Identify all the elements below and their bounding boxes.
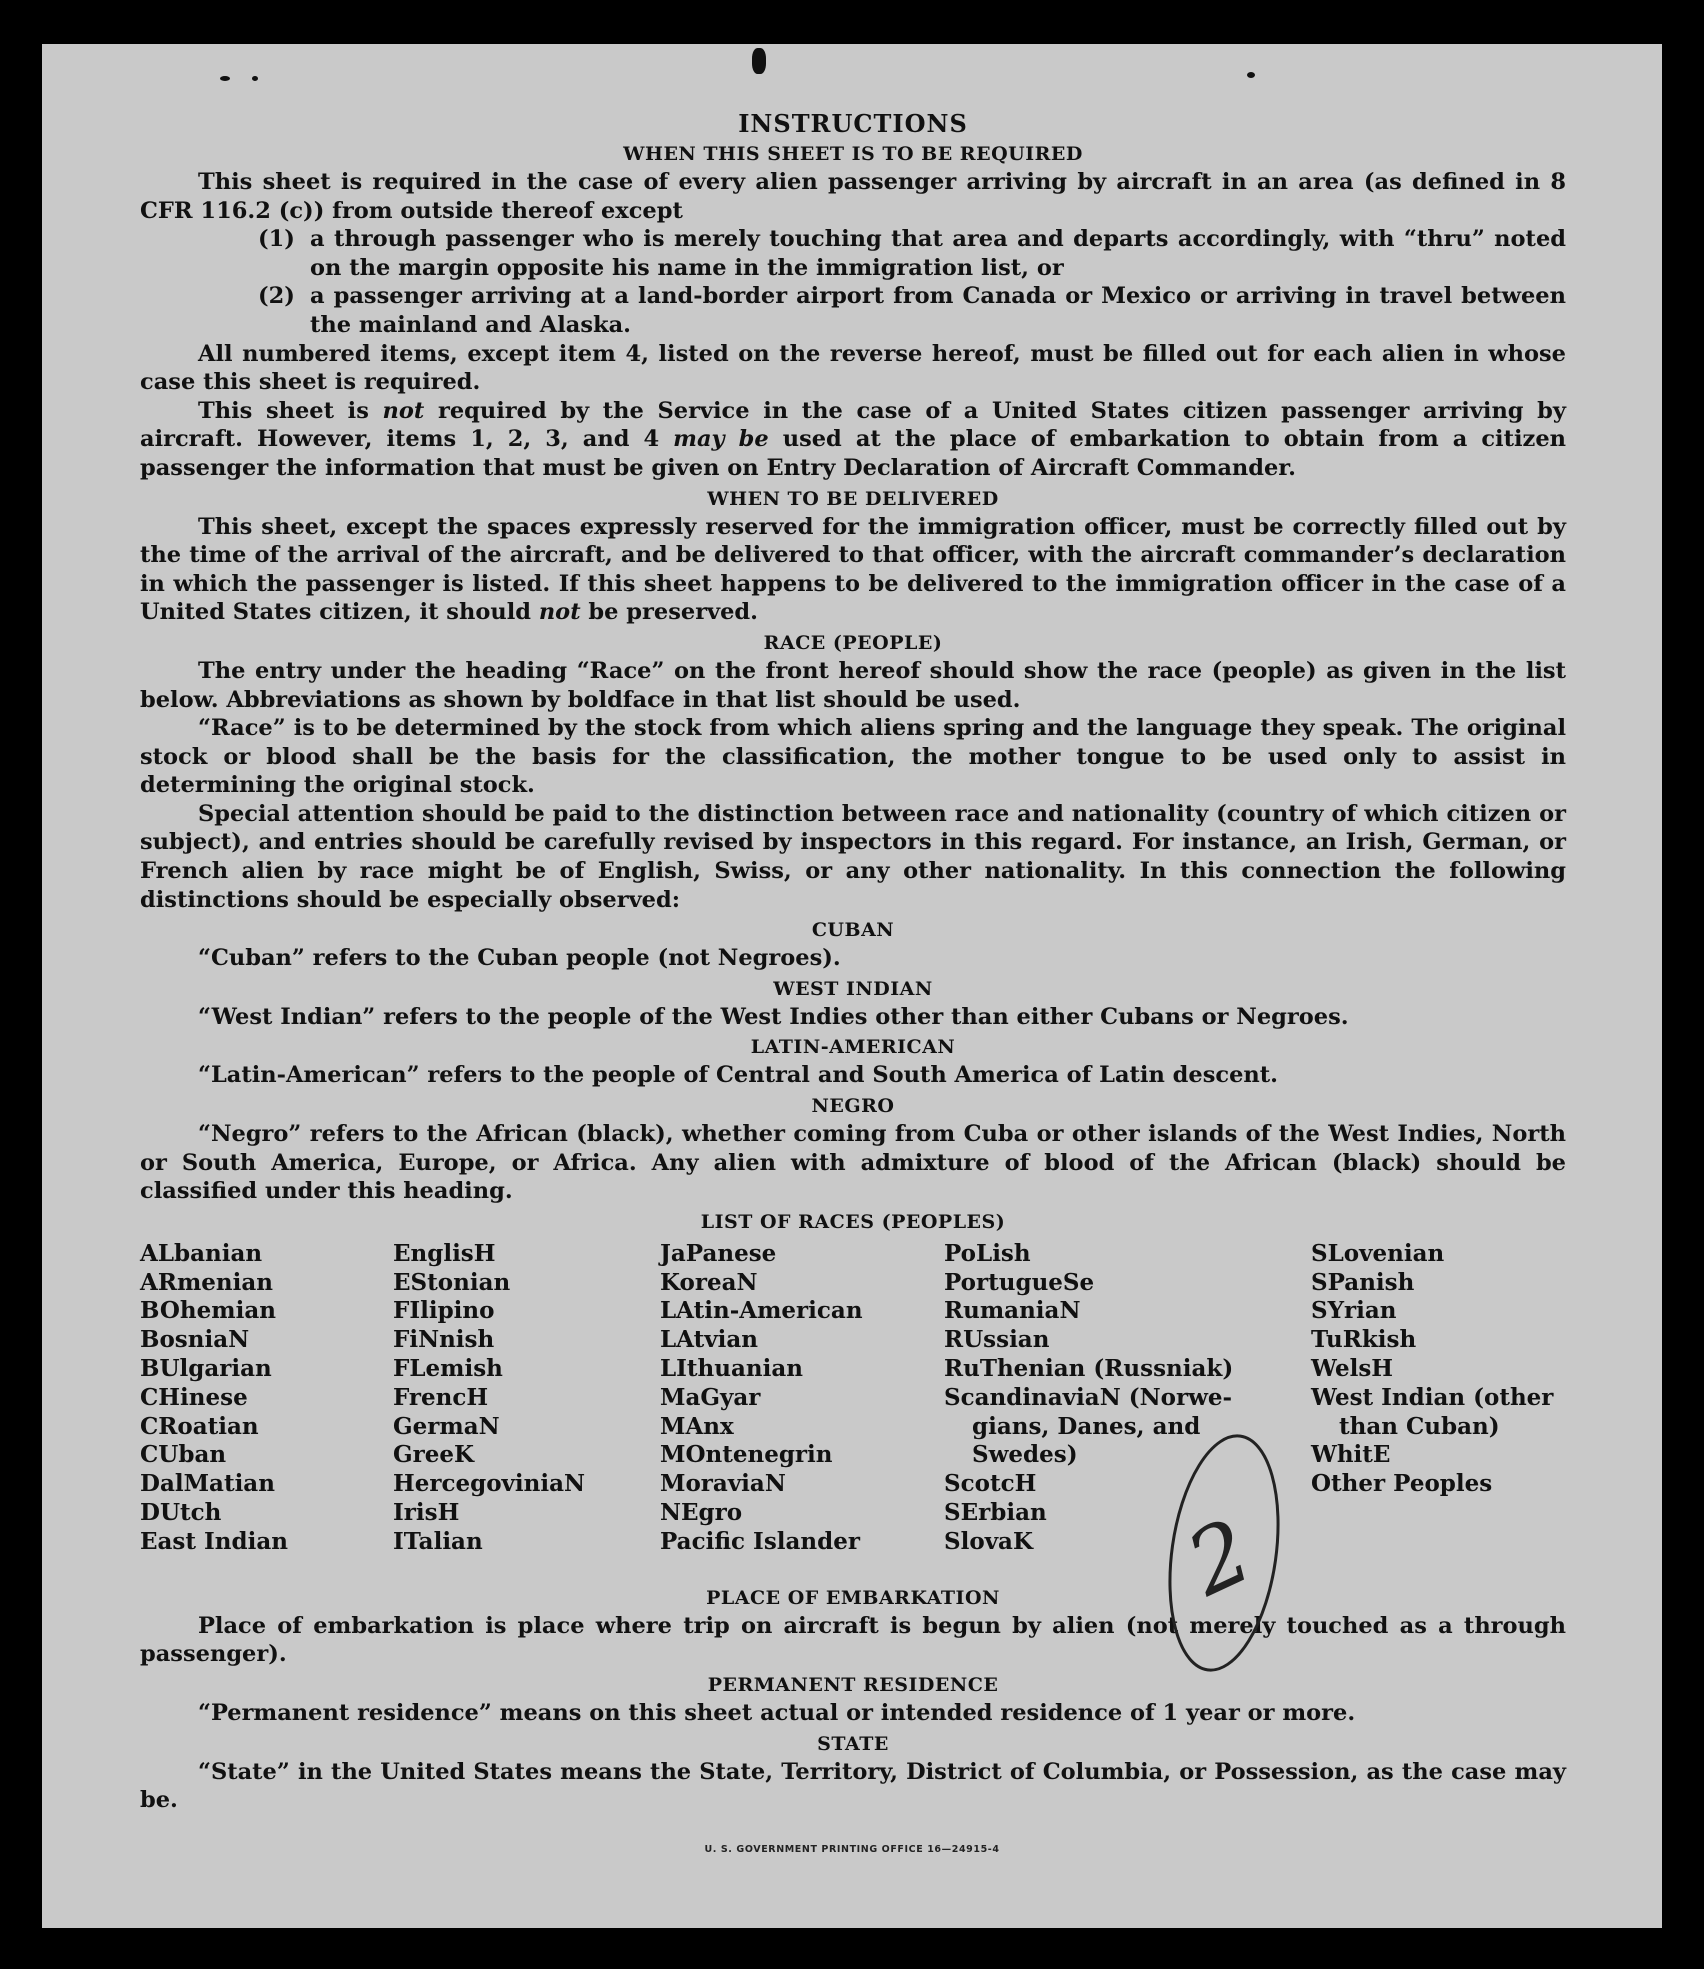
paragraph-required: This sheet is required in the case of every alien passenger arriving by aircraft in an area (as defined in 8 CFR 116.2 (c)) from outside thereof except bbox=[140, 169, 1566, 224]
heading-when-delivered: WHEN TO BE DELIVERED bbox=[707, 487, 999, 510]
heading-embarkation: PLACE OF EMBARKATION bbox=[706, 1586, 1000, 1609]
paragraph-citizen: This sheet is not required by the Service in the case of a United States citizen passenger arriving by aircraft. However, items 1, 2, 3, and 4 may be used at the place of embarkation to obtain from a citizen passenger the information that must be given on Entry Declaration of Aircraft Commander. bbox=[140, 397, 1566, 481]
race-entry: ARmenian bbox=[140, 1268, 274, 1296]
exception-number: (1) bbox=[258, 226, 295, 253]
exception-text: a passenger arriving at a land-border airport from Canada or Mexico or arriving in travel between the mainland and Alaska. bbox=[310, 283, 1566, 338]
race-entry: IrisH bbox=[393, 1498, 460, 1526]
race-column-5 bbox=[1311, 1240, 1553, 1499]
race-entry: SLovenian bbox=[1311, 1239, 1445, 1267]
race-entry: ScotcH bbox=[944, 1470, 1037, 1498]
race-entry: FrencH bbox=[393, 1383, 489, 1411]
race-entry: ITalian bbox=[393, 1527, 483, 1555]
race-entry: SPanish bbox=[1311, 1268, 1415, 1296]
race-entry: West Indian (other bbox=[1311, 1383, 1554, 1411]
ink-speck bbox=[220, 76, 230, 81]
race-entry: BosniaN bbox=[140, 1326, 250, 1354]
race-entry: FIlipino bbox=[393, 1297, 495, 1325]
race-entry: Other Peoples bbox=[1311, 1470, 1493, 1498]
race-entry: MoraviaN bbox=[660, 1470, 786, 1498]
race-entry-continued: gians, Danes, and bbox=[972, 1412, 1201, 1440]
race-column-3 bbox=[660, 1240, 863, 1557]
race-entry: RuThenian (Russniak) bbox=[944, 1355, 1234, 1382]
heading-negro: NEGRO bbox=[811, 1095, 895, 1118]
race-entry: NEgro bbox=[660, 1498, 743, 1526]
race-entry: SlovaK bbox=[944, 1527, 1033, 1555]
race-entry: CHinese bbox=[140, 1383, 248, 1411]
race-entry: PortugueSe bbox=[944, 1268, 1095, 1296]
race-list bbox=[140, 1240, 1566, 1582]
heading-list-of-races: LIST OF RACES (PEOPLES) bbox=[700, 1210, 1006, 1233]
race-entry: LIthuanian bbox=[660, 1355, 803, 1382]
race-entry: MaGyar bbox=[660, 1383, 761, 1411]
paragraph-state: “State” in the United States means the State, Territory, District of Columbia, or Possession, as the case may be. bbox=[140, 1758, 1566, 1814]
race-entry: GreeK bbox=[393, 1441, 475, 1469]
race-entry: TuRkish bbox=[1311, 1326, 1417, 1354]
exception-item bbox=[140, 225, 1566, 282]
paragraph-numbered-items: All numbered items, except item 4, listed on the reverse hereof, must be filled out for each alien in whose case this sheet is required. bbox=[140, 340, 1566, 396]
paragraph-race-nationality: Special attention should be paid to the distinction between race and nationality (country of which citizen or subject), and entries should be carefully revised by inspectors in this regard. For instance, an Irish, German, or French alien by race might be of English, Swiss, or any other nationality. In this connection the following distinctions should be especially observed: bbox=[140, 800, 1566, 913]
heading-permanent-residence: PERMANENT RESIDENCE bbox=[707, 1674, 999, 1696]
heading-west-indian: WEST INDIAN bbox=[773, 977, 933, 1000]
race-column-1 bbox=[140, 1240, 288, 1557]
paragraph-permanent-residence: “Permanent residence” means on this sheet actual or intended residence of 1 year or more. bbox=[198, 1700, 1356, 1726]
race-entry: EStonian bbox=[393, 1268, 511, 1296]
heading-latin-american: LATIN-AMERICAN bbox=[750, 1036, 956, 1059]
paragraph-negro: “Negro” refers to the African (black), whether coming from Cuba or other islands of the West Indies, North or South America, Europe, or Africa. Any alien with admixture of blood of the African (black) should be classified under this heading. bbox=[140, 1121, 1566, 1205]
race-entry: MAnx bbox=[660, 1412, 734, 1440]
heading-state: STATE bbox=[817, 1732, 889, 1755]
race-entry: EnglisH bbox=[393, 1239, 496, 1267]
race-entry: JaPanese bbox=[660, 1239, 777, 1267]
race-entry: SYrian bbox=[1311, 1297, 1397, 1325]
printer-imprint: U. S. GOVERNMENT PRINTING OFFICE 16—24915-4 bbox=[704, 1844, 1000, 1855]
race-entry: WelsH bbox=[1311, 1355, 1394, 1382]
ink-speck bbox=[752, 48, 766, 74]
race-entry: MOntenegrin bbox=[660, 1441, 833, 1469]
instructions-body bbox=[140, 110, 1566, 1815]
exceptions-list bbox=[140, 225, 1566, 339]
race-entry: RumaniaN bbox=[944, 1297, 1081, 1325]
race-entry: SErbian bbox=[944, 1498, 1047, 1526]
ink-speck bbox=[1247, 72, 1255, 78]
race-entry: DalMatian bbox=[140, 1470, 275, 1498]
race-entry: Pacific Islander bbox=[660, 1527, 860, 1555]
paragraph-delivery: This sheet, except the spaces expressly reserved for the immigration officer, must be correctly filled out by the time of the arrival of the aircraft, and be delivered to that officer, with the aircraft commander’s declaration in which the passenger is listed. If this sheet happens to be delivered to the immigration officer in the case of a United States citizen, it should not be preserved. bbox=[140, 513, 1566, 626]
heading-when-required: WHEN THIS SHEET IS TO BE REQUIRED bbox=[623, 143, 1083, 165]
race-entry: FiNnish bbox=[393, 1326, 495, 1354]
handwritten-circle-mark bbox=[1162, 1418, 1292, 1688]
paragraph-embarkation: Place of embarkation is place where trip on aircraft is begun by alien (not merely touched as a through passenger). bbox=[140, 1612, 1566, 1668]
race-entry: CRoatian bbox=[140, 1412, 259, 1440]
race-entry: LAtvian bbox=[660, 1326, 758, 1354]
race-entry: ScandinaviaN (Norwe- bbox=[944, 1383, 1233, 1411]
exception-number: (2) bbox=[258, 283, 295, 310]
race-column-2 bbox=[393, 1240, 585, 1557]
race-entry-continued: Swedes) bbox=[972, 1441, 1078, 1469]
race-entry: ALbanian bbox=[140, 1239, 263, 1267]
race-entry: HercegoviniaN bbox=[393, 1470, 586, 1498]
exception-item bbox=[140, 282, 1566, 339]
race-entry: DUtch bbox=[140, 1498, 222, 1526]
heading-cuban: CUBAN bbox=[811, 919, 895, 942]
race-entry: PoLish bbox=[944, 1239, 1031, 1267]
page-title: INSTRUCTIONS bbox=[738, 109, 968, 138]
race-entry: BOhemian bbox=[140, 1297, 276, 1325]
ink-speck bbox=[252, 76, 258, 81]
document-sheet bbox=[42, 44, 1662, 1928]
race-entry: LAtin-American bbox=[660, 1297, 863, 1325]
race-entry: East Indian bbox=[140, 1527, 288, 1555]
heading-race: RACE (PEOPLE) bbox=[763, 631, 943, 654]
race-entry: BUlgarian bbox=[140, 1355, 272, 1382]
handwritten-number: 2 bbox=[1172, 1498, 1267, 1616]
paragraph-west-indian: “West Indian” refers to the people of the West Indies other than either Cubans or Negroes. bbox=[198, 1003, 1349, 1030]
paragraph-race-stock: “Race” is to be determined by the stock from which aliens spring and the language they speak. The original stock or blood shall be the basis for the classification, the mother tongue to be used only to assist in determining the original stock. bbox=[140, 715, 1566, 799]
race-entry: KoreaN bbox=[660, 1268, 758, 1296]
race-entry: GermaN bbox=[393, 1412, 500, 1440]
race-entry: WhitE bbox=[1311, 1441, 1391, 1469]
exception-text: a through passenger who is merely touching that area and departs accordingly, with “thru” noted on the margin opposite his name in the immigration list, or bbox=[310, 226, 1566, 281]
race-entry: CUban bbox=[140, 1441, 227, 1469]
paragraph-cuban: “Cuban” refers to the Cuban people (not Negroes). bbox=[198, 945, 841, 972]
race-entry-continued: than Cuban) bbox=[1339, 1412, 1500, 1440]
paragraph-race-entry: The entry under the heading “Race” on the front hereof should show the race (people) as given in the list below. Abbreviations as shown by boldface in that list should be used. bbox=[140, 657, 1566, 713]
race-entry: RUssian bbox=[944, 1326, 1050, 1354]
race-entry: FLemish bbox=[393, 1355, 503, 1382]
paragraph-latin-american: “Latin-American” refers to the people of Central and South America of Latin descent. bbox=[198, 1062, 1278, 1089]
